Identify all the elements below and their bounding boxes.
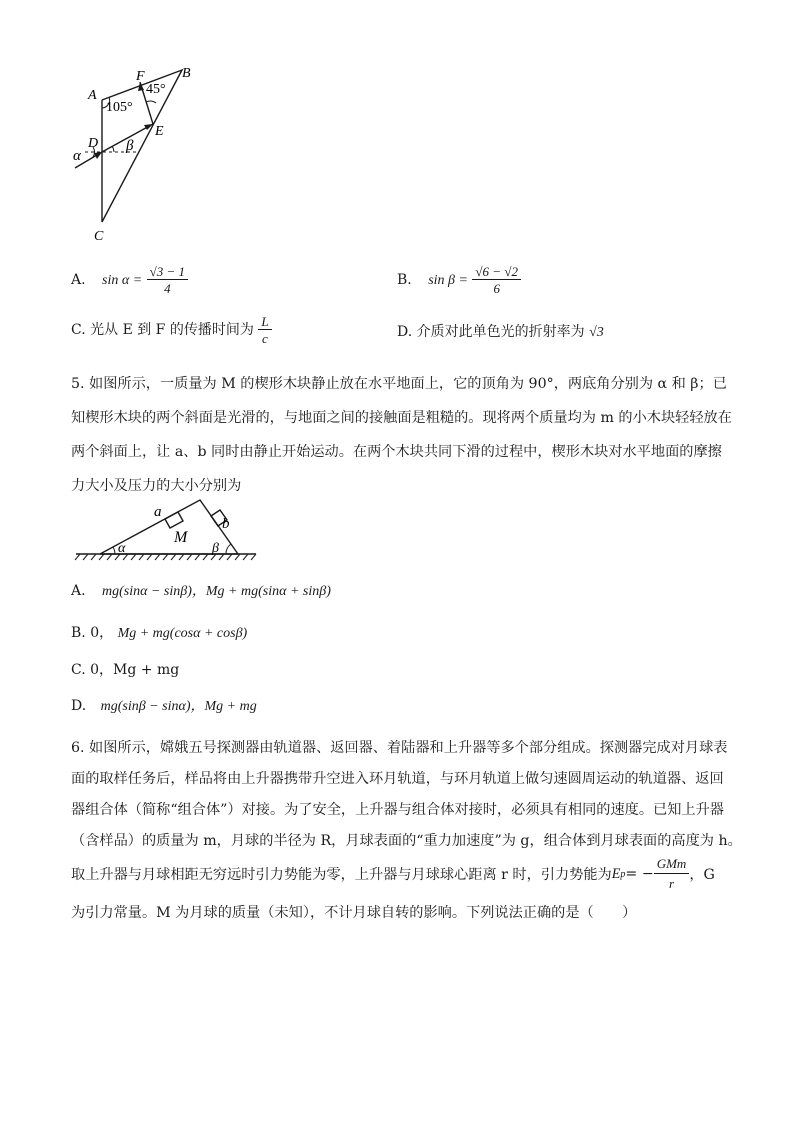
label-C: C [94,229,104,244]
fraction-numerator: GMm [654,856,690,874]
q5-option-c [71,663,179,677]
fraction-denominator: c [262,331,268,346]
q6-line-4: （含样品）的质量为 m，月球的半径为 R，月球表面的“重力加速度”为 g，组合体到月球表面的高度为 h。 [71,833,742,849]
option-tail: √3 [589,325,604,340]
option-letter: B. 0， [71,625,114,641]
label-F: F [136,69,145,84]
q5-line-1: 5. 如图所示，一质量为 M 的楔形木块静止放在水平地面上，它的顶角为 90°，两底角分别为 α 和 β；已 [71,376,727,392]
q5-option-a [71,584,331,599]
fraction-denominator: 4 [164,281,171,296]
option-lhs: sin α = [102,273,143,288]
angle-arc-45 [146,101,156,103]
option-text: C. 0，Mg + mg [71,662,180,678]
fraction [258,315,271,345]
equals-minus: = − [625,866,654,882]
q5-stem [71,367,732,503]
q5-line-2: 知楔形木块的两个斜面是光滑的，与地面之间的接触面是粗糙的。现将两个质量均为 m 的小木块轻轻放在 [71,410,732,426]
label-beta: β [212,541,219,556]
q6-line-5-post: ，G [689,867,715,883]
label-block-b: b [222,516,230,532]
potential-energy-symbol: E [611,865,621,882]
option-letter: B. [397,272,412,288]
q5-line-4: 力大小及压力的大小分别为 [71,478,242,494]
option-lhs: sin β = [428,273,468,288]
q4-option-d [397,325,604,340]
q4-option-b [397,265,521,295]
q6-line-6: 为引力常量。M 为月球的质量（未知），不计月球自转的影响。下列说法正确的是（ ） [71,905,637,921]
fraction-numerator: √6 − √2 [472,265,521,280]
option-letter: D. [71,698,87,714]
label-B: B [182,66,191,81]
option-text: D. 介质对此单色光的折射率为 [397,324,585,340]
angle-arc-beta [226,544,231,554]
angle-label-105: 105° [106,100,133,115]
wedge-figure [70,492,260,567]
fraction-denominator: r [668,876,675,891]
label-E: E [155,124,164,139]
q5-line-3: 两个斜面上，让 a、b 同时由静止开始运动。在两个木块共同下滑的过程中，楔形木块对水平地面的摩擦 [71,444,722,460]
q6-line-3: 器组合体（简称“组合体”）对接。为了安全，上升器与组合体对接时，必须具有相同的速度。已知上升器 [71,802,724,818]
fraction [472,265,521,295]
prism-refraction-figure [60,55,210,250]
label-block-a: a [154,504,162,520]
q6-line-1: 6. 如图所示，嫦娥五号探测器由轨道器、返回器、着陆器和上升器等多个部分组成。探测器完成对月球表 [71,740,728,756]
q6-line-5 [71,857,715,891]
label-alpha: α [118,541,126,556]
angle-label-45: 45° [146,82,166,97]
q4-option-a [71,265,188,295]
label-wedge-m: M [174,529,188,546]
option-text: Mg + mg(cosα + cosβ) [117,626,248,641]
block-a [165,512,183,528]
fraction-numerator: √3 − 1 [147,265,188,280]
angle-arc-alpha [113,547,115,554]
option-text: C. 光从 E 到 F 的传播时间为 [71,322,254,338]
option-text: mg(sinβ − sinα)，Mg + mg [100,699,257,714]
label-D: D [88,136,99,151]
potential-energy-subscript: p [620,868,626,880]
q5-option-d [71,699,257,714]
q4-option-c [71,315,272,345]
q6-line-5-pre: 取上升器与月球相距无穷远时引力势能为零，上升器与月球球心距离 r 时，引力势能为 [71,867,612,883]
fraction-denominator: 6 [493,281,500,296]
label-alpha: α [73,148,81,164]
option-letter: A. [71,583,86,599]
q6-stem [71,733,742,857]
angle-arc-beta [112,146,114,152]
fraction [654,856,690,892]
fraction-numerator: L [258,315,271,330]
label-A: A [88,88,97,103]
ground-hatching [75,554,256,560]
q6-line-2: 面的取样任务后，样品将由上升器携带升空进入环月轨道，与环月轨道上做匀速圆周运动的轨道器、返回 [71,771,724,787]
q5-option-b [71,626,247,641]
label-beta: β [126,138,134,154]
option-letter: A. [71,272,86,288]
fraction [147,265,188,295]
option-text: mg(sinα − sinβ)，Mg + mg(sinα + sinβ) [102,584,331,599]
